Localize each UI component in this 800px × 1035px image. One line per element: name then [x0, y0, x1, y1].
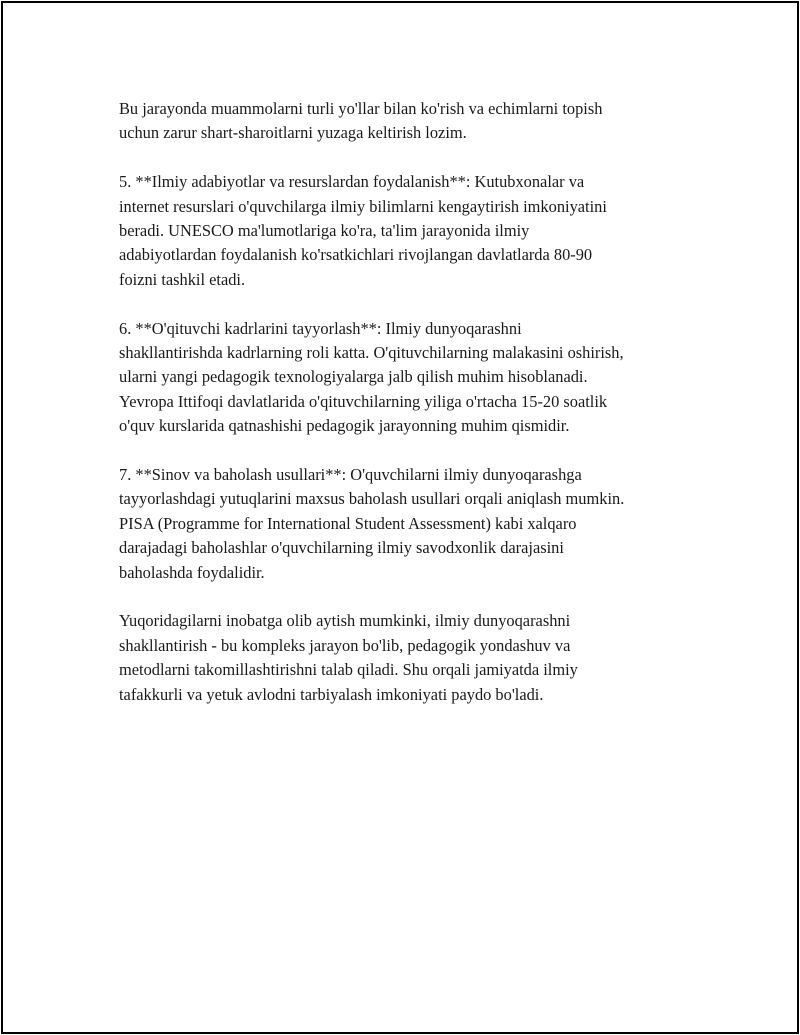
paragraph-item-5-scientific-literature: 5. **Ilmiy adabiyotlar va resurslardan foydalanish**: Kutubxonalar va internet resurslari o'quvchilarga ilmiy bilimlarni kengaytirish imkoniyatini beradi. UNESCO ma'lumotlariga ko'ra, ta'lim jarayonida ilmiy adabiyotlardan foydalanish ko'rsatkichlari rivojlangan davlatlarda 80-90 foizni tashkil etadi.: [119, 172, 607, 289]
paragraph-conclusion: Yuqoridagilarni inobatga olib aytish mumkinki, ilmiy dunyoqarashni shakllantirish - bu kompleks jarayon bo'lib, pedagogik yondashuv va metodlarni takomillashtirishni talab qiladi. Shu orqali jamiyatda ilmiy tafakkurli va yetuk avlodni tarbiyalash imkoniyati paydo bo'ladi.: [119, 611, 578, 704]
document-page: [1, 1, 799, 1034]
paragraph-item-7-testing-assessment: 7. **Sinov va baholash usullari**: O'quvchilarni ilmiy dunyoqarashga tayyorlashdagi yutuqlarini maxsus baholash usullari orqali aniqlash mumkin. PISA (Programme for International Student Assessment) kabi xalqaro darajadagi baholashlar o'quvchilarning ilmiy savodxonlik darajasini baholashda foydalidir.: [119, 465, 625, 582]
paragraph-intro-continuation: Bu jarayonda muammolarni turli yo'llar bilan ko'rish va echimlarni topish uchun zarur shart-sharoitlarni yuzaga keltirish lozim.: [119, 99, 603, 143]
paragraph-item-6-teacher-training: 6. **O'qituvchi kadrlarini tayyorlash**: Ilmiy dunyoqarashni shakllantirishda kadrlarning roli katta. O'qituvchilarning malakasini oshirish, ularni yangi pedagogik texnologiyalarga jalb qilish muhim hisoblanadi. Yevropa Ittifoqi davlatlarida o'qituvchilarning yiliga o'rtacha 15-20 soatlik o'quv kurslarida qatnashishi pedagogik jarayonning muhim qismidir.: [119, 318, 624, 436]
document-body: [119, 97, 709, 731]
